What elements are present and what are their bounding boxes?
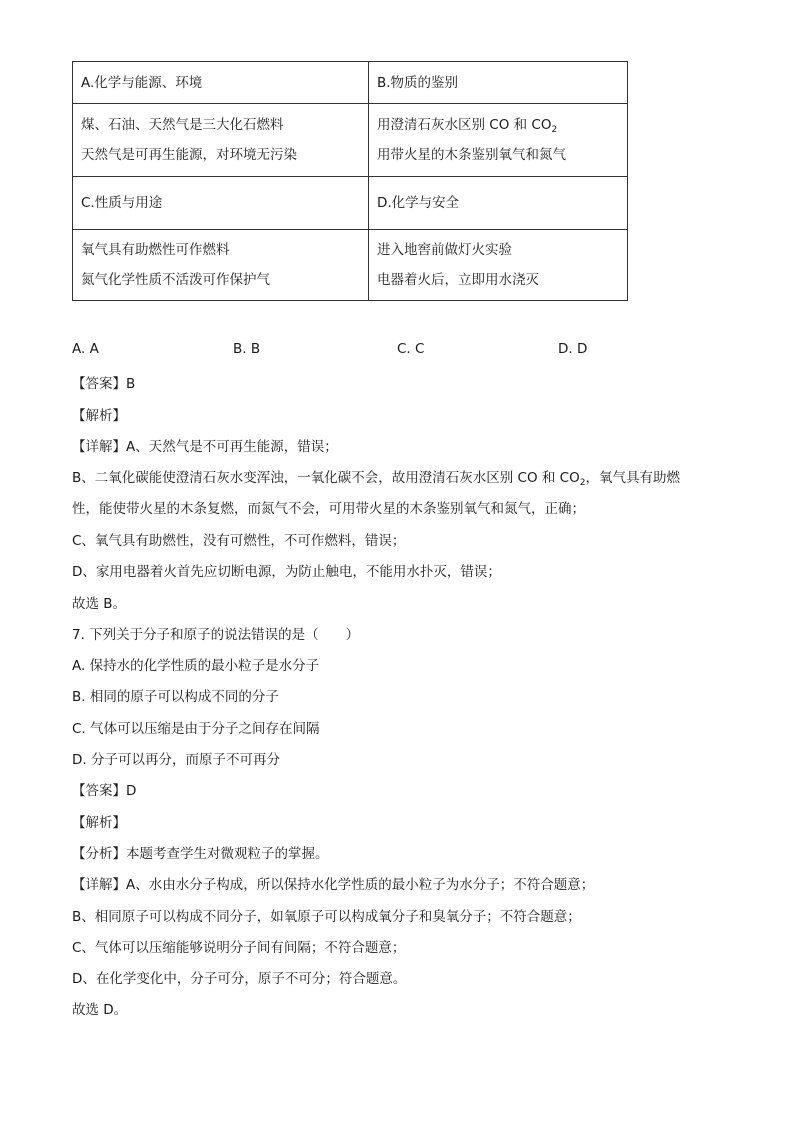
table-cell-line: 天然气是可再生能源，对环境无污染 (81, 147, 297, 163)
q6-options (72, 341, 722, 361)
option-c: C. C (397, 341, 425, 357)
subscript: 2 (551, 125, 558, 135)
table-cell-c-head: C.性质与用途 (73, 177, 369, 230)
table-cell-text: 用澄清石灰水区别 CO 和 CO (377, 117, 552, 133)
option-d: D. D (558, 341, 588, 357)
table-cell-d-head: D.化学与安全 (369, 177, 628, 230)
q6-detail-b1-post: ，氧气具有助燃 (585, 470, 680, 486)
option-b: B. B (233, 341, 261, 357)
table-cell-a-head: A.化学与能源、环境 (73, 62, 369, 104)
table-row (73, 177, 628, 230)
table-cell-line (377, 110, 619, 140)
option-a: A. A (72, 341, 99, 357)
q6-detail-d: D、家用电器着火首先应切断电源，为防止触电，不能用水扑灭，错误； (72, 564, 501, 580)
table-cell-line: 用带火星的木条鉴别氧气和氮气 (377, 147, 566, 163)
q7-analysis: 【解析】 (72, 815, 126, 831)
table-cell-b-head: B.物质的鉴别 (369, 62, 628, 104)
q6-detail-b1 (72, 466, 680, 486)
table-cell-line: 氮气化学性质不活泼可作保护气 (81, 272, 270, 288)
q7-detail-c: C、气体可以压缩能够说明分子间有间隔；不符合题意； (72, 940, 406, 956)
q7-detail-b: B、相同原子可以构成不同分子，如氧原子可以构成氧分子和臭氧分子；不符合题意； (72, 909, 581, 925)
table-cell-c-body (73, 230, 369, 301)
table-cell-line: 煤、石油、天然气是三大化石燃料 (81, 117, 284, 133)
q6-detail-b1-text: B、二氧化碳能使澄清石灰水变浑浊，一氧化碳不会，故用澄清石灰水区别 CO 和 CO (72, 470, 580, 486)
q7-stem: 7. 下列关于分子和原子的说法错误的是（ ） (72, 627, 360, 643)
table-cell-line: 进入地窖前做灯火实验 (377, 242, 512, 258)
knowledge-table (72, 61, 628, 301)
q6-detail-a: 【详解】A、天然气是不可再生能源，错误； (72, 439, 338, 455)
q6-answer: 【答案】B (72, 376, 136, 392)
q6-detail-b2: 性，能使带火星的木条复燃，而氮气不会，可用带火星的木条鉴别氧气和氮气，正确； (72, 501, 585, 517)
q7-fenxi: 【分析】本题考查学生对微观粒子的掌握。 (72, 846, 329, 862)
q7-conclusion: 故选 D。 (72, 1002, 128, 1018)
table-cell-b-body (369, 104, 628, 177)
q7-option-c: C. 气体可以压缩是由于分子之间存在间隔 (72, 721, 320, 737)
table-row (73, 104, 628, 177)
table-row (73, 62, 628, 104)
q7-answer: 【答案】D (72, 783, 137, 799)
table-row (73, 230, 628, 301)
q7-option-a: A. 保持水的化学性质的最小粒子是水分子 (72, 658, 320, 674)
q7-detail-d: D、在化学变化中，分子可分，原子不可分；符合题意。 (72, 971, 407, 987)
q6-detail-c: C、氧气具有助燃性，没有可燃性，不可作燃料，错误； (72, 533, 406, 549)
subscript: 2 (579, 478, 586, 488)
q7-detail-a: 【详解】A、水由水分子构成，所以保持水化学性质的最小粒子为水分子；不符合题意； (72, 877, 595, 893)
table-cell-line: 氧气具有助燃性可作燃料 (81, 242, 230, 258)
table-cell-d-body (369, 230, 628, 301)
q6-conclusion: 故选 B。 (72, 596, 127, 612)
table-cell-a-body (73, 104, 369, 177)
table-cell-line: 电器着火后，立即用水浇灭 (377, 272, 539, 288)
q7-option-b: B. 相同的原子可以构成不同的分子 (72, 689, 279, 705)
q7-option-d: D. 分子可以再分，而原子不可再分 (72, 752, 280, 768)
q6-analysis: 【解析】 (72, 408, 126, 424)
